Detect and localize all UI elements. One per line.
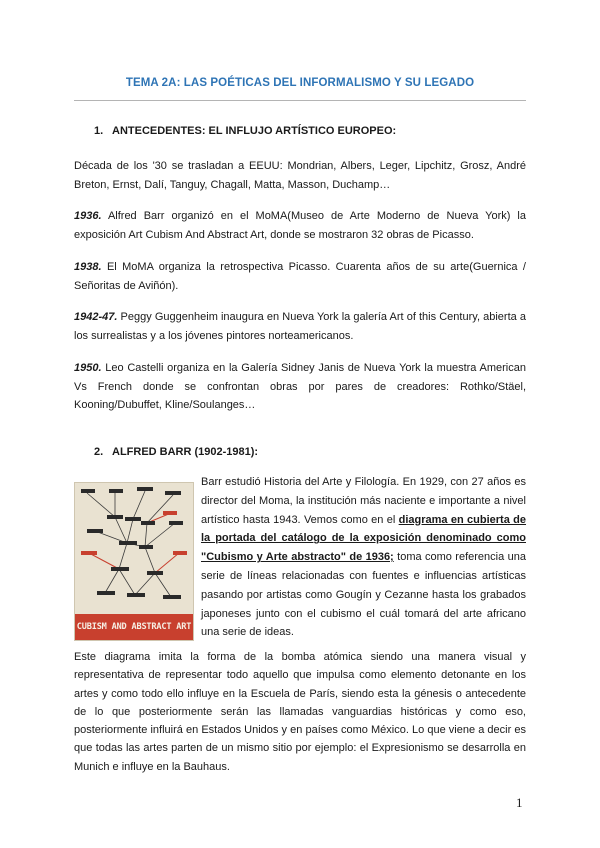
section-1-title: ANTECEDENTES: EL INFLUJO ARTÍSTICO EUROPEO: [112,125,397,137]
entry-1936 [74,207,526,244]
intro-paragraph: Década de los '30 se trasladan a EEUU: Mondrian, Albers, Leger, Lipchitz, Grosz, André Breton, Ernst, Dalí, Tanguy, Chagall, Matta, Masson, Duchamp… [74,160,526,191]
entry-1950 [74,359,526,415]
entry-year: 1938. [74,261,102,273]
entry-year: 1936. [74,210,102,222]
barr-text-part2: toma como referencia una serie de líneas relacionadas con fuentes e influencias artísticas pasando por artistas como Gougín y Cezanne hasta los grabados japoneses junto con el cubismo el cuál tomará del arte africano una serie de ideas. [201,551,526,639]
entry-text: El MoMA organiza la retrospectiva Picasso. Cuarenta años de su arte(Guernica / Señoritas de Aviñón). [74,261,526,292]
barr-underlined-text: diagrama en cubierta de la portada del catálogo de la exposición denominado como "Cubismo y Arte abstracto" de 1936; [201,513,527,564]
barr-text-part1: Barr estudió Historia del Arte y Filología. En 1929, con 27 años es director del Moma, la institución más naciente e importante a nivel artístico hasta 1943. Vemos como en el [201,476,526,526]
document-title: TEMA 2A: LAS POÉTICAS DEL INFORMALISMO Y SU LEGADO [125,77,475,89]
catalog-cover-caption: CUBISM AND ABSTRACT ART [75,614,193,640]
title-divider [74,100,526,101]
section-1-number: 1. [94,125,104,137]
entry-text: Alfred Barr organizó en el MoMA(Museo de Arte Moderno de Nueva York) la exposición Art Cubism And Abstract Art, donde se mostraron 32 obras de Picasso. [74,210,526,241]
section-2-title: ALFRED BARR (1902-1981): [112,446,259,458]
barr-paragraph [201,473,526,642]
entry-text: Leo Castelli organiza en la Galería Sidney Janis de Nueva York la muestra American Vs French donde se confrontan obras por pares de creadores: Rothko/Stäel, Kooning/Dubuffet, Kline/Soulanges… [74,362,526,411]
entry-year: 1942-47. [74,311,118,323]
entry-year: 1950. [74,362,102,374]
catalog-cover-image [74,482,194,641]
page-number: 1 [516,795,523,810]
entry-text: Peggy Guggenheim inaugura en Nueva York la galería Art of this Century, abierta a los surrealistas y a los jóvenes pintores norteamericanos. [74,311,526,342]
diagram-paragraph: Este diagrama imita la forma de la bomba atómica siendo una manera visual y representativa de representar todo aquello que impulsa como elemento detonante en los artes y como todo ello influye en la Escuela de París, siendo esta la génesis o antecedente de lo que posteriormente serán las llamadas vanguardias históricas y como eso, posteriormente influirá en Estados Unidos y en países como México. Lo que viene a decir es que todas las artes parten de un mismo sitio por ejemplo: el Expresionismo se desarrolla en Munich e influye en la Bauhaus. [74,651,526,773]
diagram-illustration [75,483,193,614]
section-1-heading [94,125,396,137]
section-2-heading [94,446,258,458]
entry-1942-47 [74,308,526,345]
section-2-number: 2. [94,446,104,458]
entry-1938 [74,258,526,295]
